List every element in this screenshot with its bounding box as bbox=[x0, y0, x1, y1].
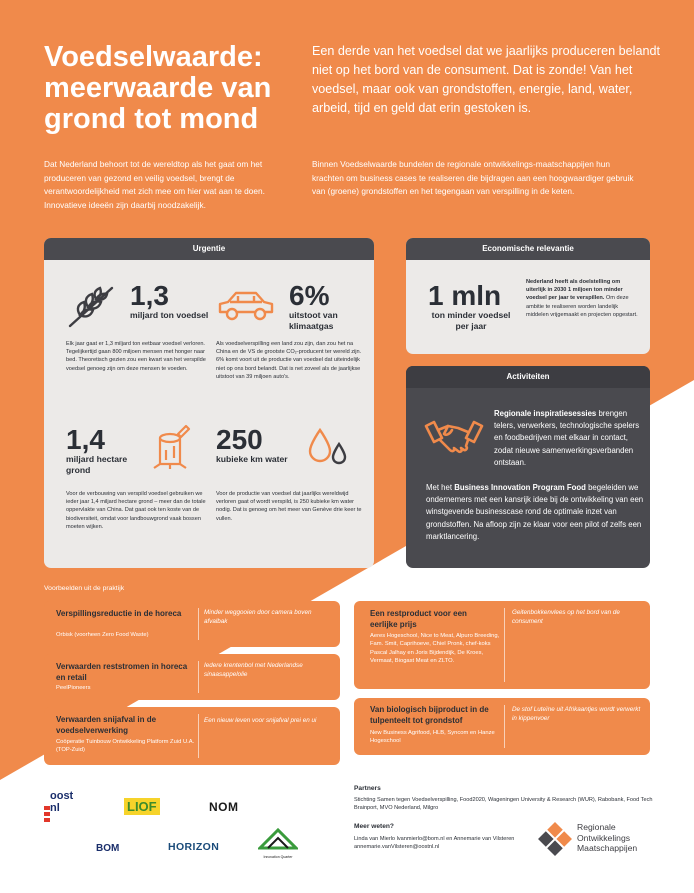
intro-right: Binnen Voedselwaarde bundelen de regionale ontwikkelings-maatschappijen hun krachten om business cases te realiseren die bijdragen aan een hoogwaardiger gebruik van (groene) grondstoffen en het tegengaan van verspilling in de keten. bbox=[312, 159, 634, 196]
rom-line-2: Ontwikkelings bbox=[577, 832, 631, 843]
rom-line-1: Regionale bbox=[577, 822, 616, 832]
partners-title: Partners bbox=[354, 785, 381, 792]
example-sub-2: PeelPioneers bbox=[56, 685, 91, 691]
stat-number-2: 6% bbox=[289, 280, 330, 311]
stat-number-3: 1,4 bbox=[66, 424, 105, 455]
innovation-quarter-logo bbox=[258, 826, 298, 858]
stat-number-1: 1,3 bbox=[130, 280, 169, 311]
meer-text: Linda van Mierlo lvanmierlo@bom.nl en Annemarie van Vilsteren annemarie.vanVilsteren@oostnl.nl bbox=[354, 836, 515, 851]
horizon-logo: HORIZON bbox=[168, 841, 220, 853]
stat-text-2: Als voedselverspilling een land zou zijn, dan zou het na China en de VS de grootste CO₂-producent ter wereld zijn. 6% komt voort uit de productie van voedsel dat uiteindelijk niet op ons bord belandt. Dat is net zoveel als de jaarlijkse uitstoot van 39 miljoen auto's. bbox=[216, 341, 362, 380]
rom-line-3: Maatschappijen bbox=[577, 843, 638, 854]
stat-number-4: 250 bbox=[216, 424, 263, 455]
oost-nl-text: oost nl bbox=[50, 790, 74, 814]
car-icon bbox=[216, 288, 276, 322]
urgentie-panel bbox=[44, 238, 374, 568]
economisch-number: 1 mln bbox=[428, 280, 502, 311]
activiteiten-p1: brengen telers, verwerkers, technologische spelers en foodbedrijven met elkaar in contact, zodat nieuwe samenwerkingsverbanden ontstaan. bbox=[494, 409, 640, 467]
economisch-text: Om deze ambitie te realiseren worden landelijk middelen vrijgemaakt en projecten opgestart. bbox=[526, 295, 638, 318]
activiteiten-p2-bold: Business Innovation Program Food bbox=[454, 483, 586, 492]
example-quote-1: Minder weggooien door camera boven afvalbak bbox=[204, 609, 312, 625]
lead-text: Een derde van het voedsel dat we jaarlijks produceren belandt niet op het bord van de consument. Dat is zonde! Van het voedsel, maar ook van grondstoffen, energie, land, water, arbeid, tijd en geld dat erin gestoken is. bbox=[312, 44, 660, 115]
example-card-1 bbox=[44, 601, 340, 647]
oost-nl-logo bbox=[44, 790, 84, 828]
example-title-2: Verwaarden reststromen in horeca en retail bbox=[56, 662, 188, 682]
economisch-text-bold: Nederland heeft als doelstelling om uiterlijk in 2030 1 miljoen ton minder voedsel per jaar te verspillen. bbox=[526, 279, 623, 302]
rom-logo-icon bbox=[538, 822, 572, 856]
example-sub-1: Orbisk (voorheen Zero Food Waste) bbox=[56, 632, 149, 638]
stat-label-1: miljard ton voedsel bbox=[130, 310, 209, 320]
economisch-label: ton minder voedsel per jaar bbox=[431, 310, 511, 331]
example-sub-5: New Business Agrifood, HLB, Syncom en Hanze Hogeschool bbox=[370, 730, 495, 745]
economisch-header: Economische relevantie bbox=[406, 238, 650, 260]
page-title: Voedselwaarde: meerwaarde van grond tot mond bbox=[44, 41, 272, 135]
handshake-icon bbox=[424, 418, 484, 456]
activiteiten-header: Activiteiten bbox=[406, 366, 650, 388]
stat-label-4: kubieke km water bbox=[216, 454, 288, 464]
rom-logo-text bbox=[577, 822, 637, 854]
stat-text-1: Elk jaar gaat er 1,3 miljard ton eetbaar voedsel verloren. Tegelijkertijd gaan 800 miljoen mensen met honger naar bed. Theoretisch gezien zou een kwart van het verspilde voedsel genoeg zijn om deze mensen te voeden. bbox=[66, 341, 206, 372]
example-title-5: Van biologisch bijproduct in de tulpenteelt tot grondstof bbox=[370, 705, 489, 725]
example-card-2 bbox=[44, 654, 340, 700]
example-sub-4: Aeres Hogeschool, Nice to Meat, Alpuro Breeding, Fam. Smit, Caprihoeve, Chiel Pronk, chef-koks Pascal Jalhay en Joris Bijdendijk, De Kroes, Vermaat, Biogast Meat en ZLTO. bbox=[370, 633, 500, 665]
example-card-4 bbox=[354, 601, 650, 689]
example-quote-4: Geitenbokkenvlees op het bord van de consument bbox=[512, 609, 620, 625]
urgentie-header: Urgentie bbox=[44, 238, 374, 260]
example-sub-3: Coöperatie Tuinbouw Ontwikkeling Platform Zuid U.A. (TOP-Zuid) bbox=[56, 739, 195, 754]
economisch-panel bbox=[406, 238, 650, 354]
activiteiten-p1-bold: Regionale inspiratiesessies bbox=[494, 409, 597, 418]
example-title-4: Een restproduct voor een eerlijke prijs bbox=[370, 609, 467, 629]
nom-logo: NOM bbox=[209, 800, 239, 814]
stat-text-3: Voor de verbouwing van verspild voedsel gebruiken we ieder jaar 1,4 miljard hectare grond – meer dan de totale oppervlakte van China. Dat gaat ook ten koste van de biodiversiteit, omdat voor landbouwgrond vaak bossen moeten wijken. bbox=[66, 491, 206, 530]
activiteiten-p2-pre: Met het bbox=[426, 483, 453, 492]
stat-text-4: Voor de productie van voedsel dat jaarlijks wereldwijd verloren gaat of wordt verspild, is 250 kubieke km water nodig. Dat is genoeg om het meer van Genève drie keer te vullen. bbox=[216, 491, 362, 522]
voorbeelden-label: Voorbeelden uit de praktijk bbox=[44, 585, 125, 592]
example-title-3: Verwaarden snijafval in de voedselverwerking bbox=[56, 715, 157, 735]
stat-label-3: miljard hectare grond bbox=[66, 454, 128, 475]
example-quote-5: De stof Luteïne uit Afrikaantjes wordt verwerkt in kippenvoer bbox=[512, 706, 641, 722]
innovation-quarter-text: Innovation Quarter bbox=[263, 855, 293, 859]
liof-logo: LIOF bbox=[124, 798, 160, 815]
example-card-5 bbox=[354, 698, 650, 755]
stat-label-2: uitstoot van klimaatgas bbox=[289, 310, 338, 331]
activiteiten-p2: begeleiden we ondernemers met een kansrijk idee bij de ontwikkeling van een winstgevende businesscase rond de optimale inzet van grondstoffen. Na afloop zijn ze klaar voor een pilot of zelfs een marktlancering. bbox=[426, 483, 644, 541]
meer-title: Meer weten? bbox=[354, 823, 394, 830]
partners-text: Stichting Samen tegen Voedselverspilling, Food2020, Wageningen University & Research (WUR), Rabobank, Food Tech Brainport, MVO Nederland, Milgro bbox=[354, 797, 653, 812]
bom-logo: BOM bbox=[96, 843, 120, 854]
intro-left: Dat Nederland behoort tot de wereldtop als het gaat om het produceren van gezond en veilig voedsel, brengt de verantwoordelijkheid met zich mee om hier wat aan te doen. Innovatieve ideeën zijn daarbij noodzakelijk. bbox=[44, 159, 265, 210]
wheat-icon bbox=[66, 282, 118, 330]
example-quote-3: Een nieuw leven voor snijafval prei en ui bbox=[204, 717, 317, 724]
example-title-1: Verspillingsreductie in de horeca bbox=[56, 609, 182, 618]
tree-stump-icon bbox=[148, 422, 192, 472]
example-card-3 bbox=[44, 707, 340, 765]
example-quote-2: Iedere krentenbol met Nederlandse sinaasappelolie bbox=[204, 662, 303, 678]
activiteiten-panel bbox=[406, 366, 650, 568]
water-drops-icon bbox=[306, 426, 352, 470]
